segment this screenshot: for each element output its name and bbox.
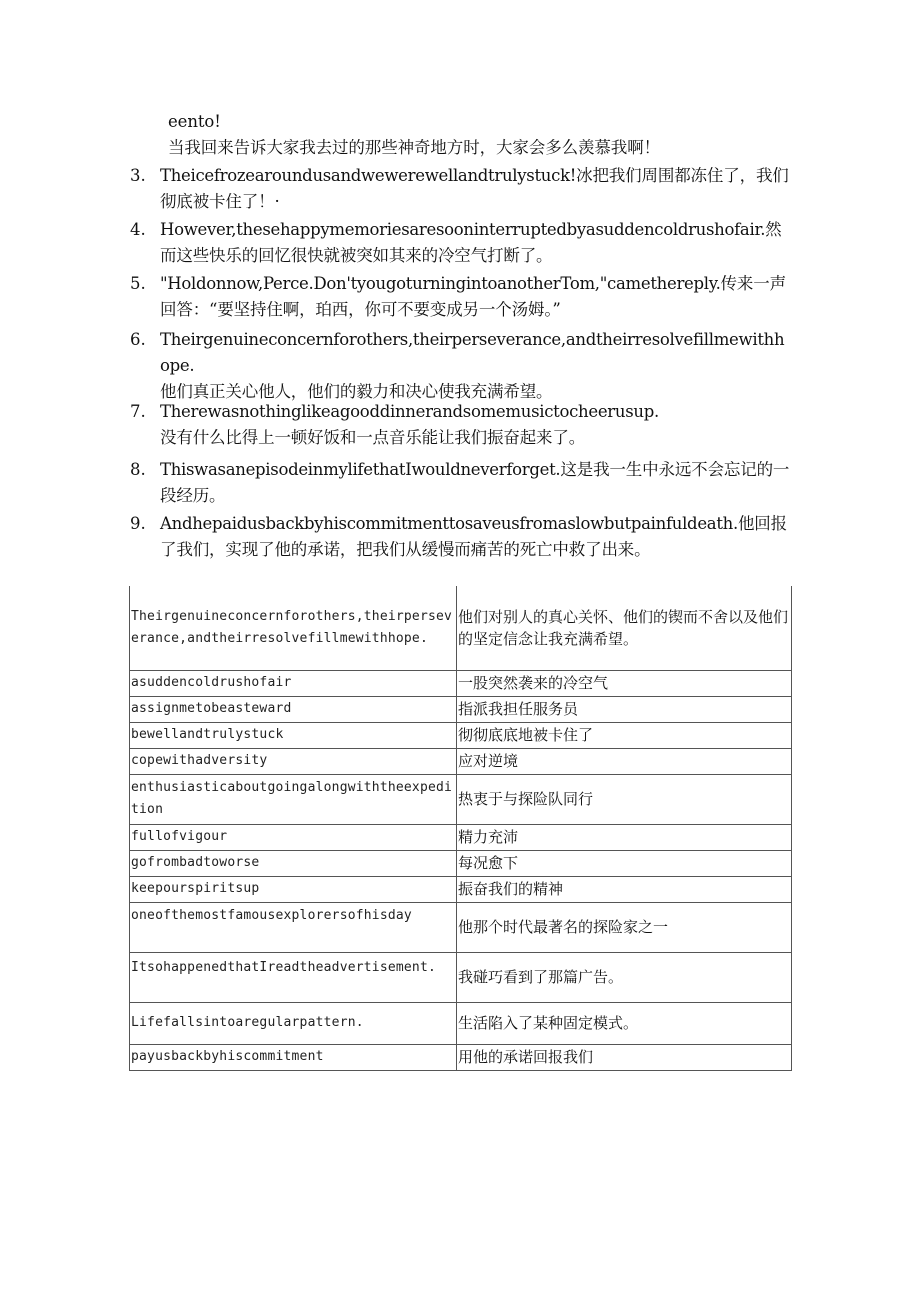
sentence-chinese: 他们真正关心他人，他们的毅力和决心使我充满希望。: [160, 382, 553, 401]
table-row: [130, 696, 792, 722]
vocab-chinese: 每况愈下: [457, 850, 792, 876]
table-row: [130, 722, 792, 748]
sentence-chinese: 冰把我们周围都冻住了，我们彻底被卡住了！·: [160, 166, 789, 211]
vocab-chinese: 应对逆境: [457, 748, 792, 774]
vocab-english: gofrombadtoworse: [130, 850, 457, 876]
table-row: [130, 586, 792, 670]
sentence-english: However,thesehappymemoriesaresooninterruptedbyasuddencoldrushofair.: [160, 220, 766, 239]
sentence-chinese: 这是我一生中永远不会忘记的一段经历。: [160, 460, 790, 505]
intro-english-fragment: eento!: [168, 112, 221, 131]
table-row: [130, 876, 792, 902]
sentence-item: [130, 511, 790, 563]
sentence-number: 8.: [130, 460, 146, 479]
sentence-english: Theirgenuineconcernforothers,theirperseverance,andtheirresolvefillmewithhope.: [160, 330, 785, 375]
vocab-english: Theirgenuineconcernforothers,theirperseverance,andtheirresolvefillmewithhope.: [130, 586, 457, 670]
vocab-chinese: 指派我担任服务员: [457, 696, 792, 722]
table-row: [130, 748, 792, 774]
vocabulary-table: [129, 586, 792, 1071]
sentence-chinese: 然而这些快乐的回忆很快就被突如其来的冷空气打断了。: [160, 220, 782, 265]
table-row: [130, 774, 792, 824]
vocab-english: fullofvigour: [130, 824, 457, 850]
vocab-chinese: 生活陷入了某种固定模式。: [457, 1002, 792, 1044]
vocab-english: enthusiasticaboutgoingalongwiththeexpedition: [130, 774, 457, 824]
sentence-number: 7.: [130, 402, 146, 421]
sentence-chinese: 他回报了我们，实现了他的承诺，把我们从缓慢而痛苦的死亡中救了出来。: [160, 514, 787, 559]
sentence-english: Theicefrozearoundusandwewerewellandtrulystuck!: [160, 166, 577, 185]
table-row: [130, 1044, 792, 1070]
sentence-item: [130, 327, 790, 405]
vocab-english: assignmetobeasteward: [130, 696, 457, 722]
table-row: [130, 952, 792, 1002]
vocab-english: keepourspiritsup: [130, 876, 457, 902]
vocab-chinese: 精力充沛: [457, 824, 792, 850]
vocab-chinese: 我碰巧看到了那篇广告。: [457, 952, 792, 1002]
sentence-english: Therewasnothinglikeagooddinnerandsomemusictocheerusup.: [160, 402, 659, 421]
sentence-item: [130, 399, 790, 451]
sentence-item: [130, 163, 790, 215]
sentence-number: 6.: [130, 330, 146, 349]
vocab-chinese: 彻彻底底地被卡住了: [457, 722, 792, 748]
vocab-english: oneofthemostfamousexplorersofhisday: [130, 902, 457, 952]
sentence-item: [130, 217, 790, 269]
table-row: [130, 850, 792, 876]
sentence-number: 5.: [130, 274, 146, 293]
sentence-chinese: 传来一声回答：“要坚持住啊，珀西，你可不要变成另一个汤姆。”: [160, 274, 786, 319]
sentence-english: "Holdonnow,Perce.Don'tyougoturningintoanotherTom,"camethereply.: [160, 274, 721, 293]
table-row: [130, 824, 792, 850]
sentence-number: 4.: [130, 220, 146, 239]
sentence-item: [130, 457, 790, 509]
sentence-chinese: 没有什么比得上一顿好饭和一点音乐能让我们振奋起来了。: [160, 428, 586, 447]
vocab-english: copewithadversity: [130, 748, 457, 774]
sentence-english: ThiswasanepisodeinmylifethatIwouldneverforget.: [160, 460, 561, 479]
table-row: [130, 902, 792, 952]
vocab-english: asuddencoldrushofair: [130, 670, 457, 696]
vocab-english: payusbackbyhiscommitment: [130, 1044, 457, 1070]
vocab-chinese: 热衷于与探险队同行: [457, 774, 792, 824]
table-row: [130, 670, 792, 696]
sentence-number: 9.: [130, 514, 146, 533]
vocab-chinese: 用他的承诺回报我们: [457, 1044, 792, 1070]
sentence-item: [130, 271, 790, 323]
vocab-chinese: 一股突然袭来的冷空气: [457, 670, 792, 696]
table-row: [130, 1002, 792, 1044]
vocab-chinese: 振奋我们的精神: [457, 876, 792, 902]
sentence-english: Andhepaidusbackbyhiscommitmenttosaveusfromaslowbutpainfuldeath.: [160, 514, 738, 533]
vocab-english: Lifefallsintoaregularpattern.: [130, 1002, 457, 1044]
vocab-english: ItsohappenedthatIreadtheadvertisement.: [130, 952, 457, 1002]
vocab-chinese: 他那个时代最著名的探险家之一: [457, 902, 792, 952]
sentence-number: 3.: [130, 166, 146, 185]
vocab-chinese: 他们对别人的真心关怀、他们的锲而不舍以及他们的坚定信念让我充满希望。: [457, 586, 792, 670]
intro-chinese-line: 当我回来告诉大家我去过的那些神奇地方时，大家会多么羡慕我啊！: [168, 138, 661, 157]
vocab-english: bewellandtrulystuck: [130, 722, 457, 748]
